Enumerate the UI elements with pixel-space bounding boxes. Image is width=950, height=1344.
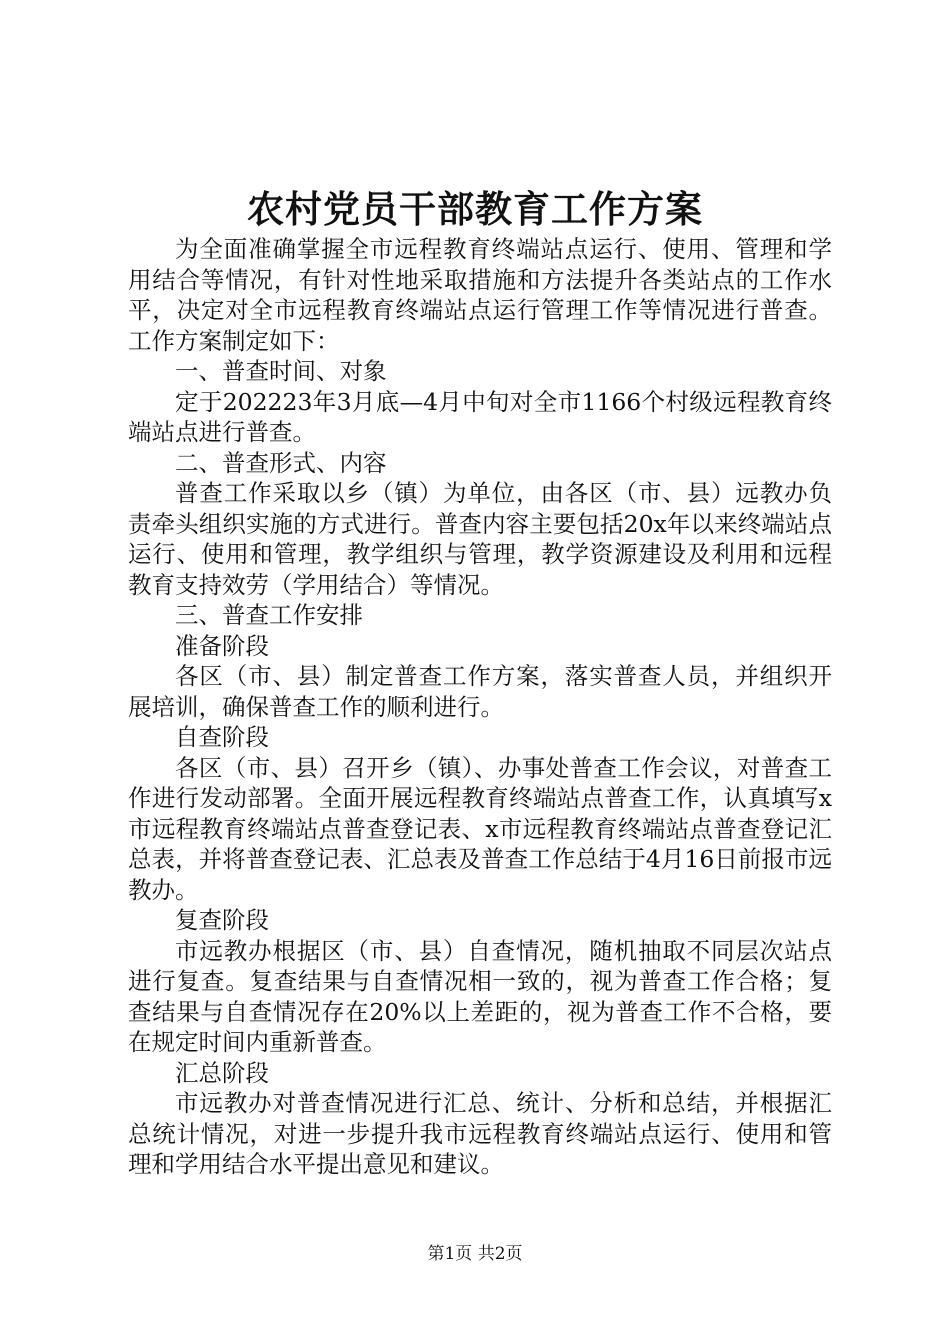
document-title: 农村党员干部教育工作方案 bbox=[247, 187, 703, 231]
page-footer: 第1页 共2页 bbox=[427, 1244, 523, 1264]
paragraph-self-check: 各区（市、县）召开乡（镇）、办事处普查工作会议，对普查工作进行发动部署。全面开展远程教育终端站点普查工作，认真填写x市远程教育终端站点普查登记表、x市远程教育终端站点普查登记汇总表，并将普查登记表、汇总表及普查工作总结于4月16日前报市远教办。 bbox=[128, 753, 832, 904]
paragraph-re-check: 市远教办根据区（市、县）自查情况，随机抽取不同层次站点进行复查。复查结果与自查情况相一致的，视为普查工作合格；复查结果与自查情况存在20%以上差距的，视为普查工作不合格，要在规定时间内重新普查。 bbox=[128, 936, 832, 1056]
subheading-preparation: 准备阶段 bbox=[175, 631, 269, 660]
paragraph-intro: 为全面准确掌握全市远程教育终端站点运行、使用、管理和学用结合等情况，有针对性地采取措施和方法提升各类站点的工作水平，决定对全市远程教育终端站点运行管理工作等情况进行普查。工作方案制定如下： bbox=[128, 235, 832, 355]
document-body bbox=[128, 234, 832, 1180]
paragraph-preparation: 各区（市、县）制定普查工作方案，落实普查人员，并组织开展培训，确保普查工作的顺利进行。 bbox=[128, 662, 832, 721]
subheading-re-check: 复查阶段 bbox=[175, 906, 269, 934]
heading-time-target: 一、普查时间、对象 bbox=[175, 357, 387, 385]
heading-arrangement: 三、普查工作安排 bbox=[175, 601, 363, 629]
paragraph-form-content: 普查工作采取以乡（镇）为单位，由各区（市、县）远教办负责牵头组织实施的方式进行。普查内容主要包括20x年以来终端站点运行、使用和管理，教学组织与管理，教学资源建设及利用和远程教育支持效劳（学用结合）等情况。 bbox=[128, 479, 832, 599]
subheading-summary: 汇总阶段 bbox=[175, 1058, 269, 1087]
heading-form-content: 二、普查形式、内容 bbox=[175, 448, 387, 477]
paragraph-time-target: 定于202223年3月底—4月中旬对全市1166个村级远程教育终端站点进行普查。 bbox=[128, 387, 832, 446]
paragraph-summary: 市远教办对普查情况进行汇总、统计、分析和总结，并根据汇总统计情况，对进一步提升我市远程教育终端站点运行、使用和管理和学用结合水平提出意见和建议。 bbox=[128, 1089, 832, 1178]
subheading-self-check: 自查阶段 bbox=[175, 723, 269, 751]
